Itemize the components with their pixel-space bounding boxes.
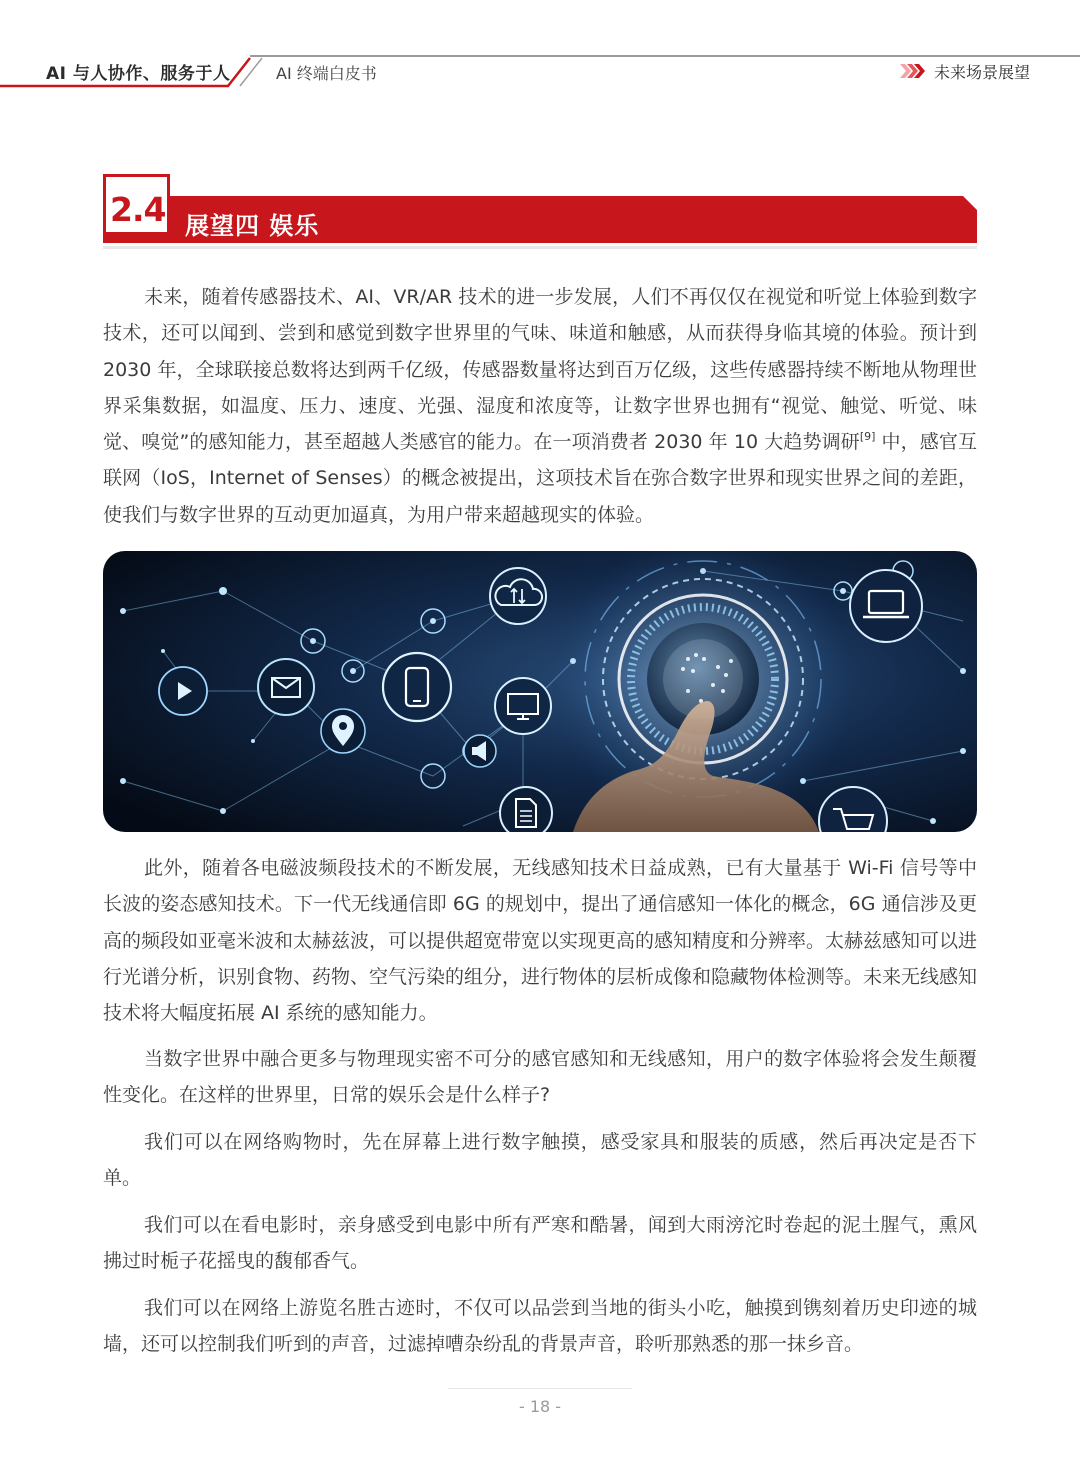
smartphone-icon	[383, 653, 451, 721]
paragraph-wireless-sensing: 此外，随着各电磁波频段技术的不断发展，无线感知技术日益成熟，已有大量基于 Wi-Fi 信号等中长波的姿态感知技术。下一代无线通信即 6G 的规划中，提出了通信感知一体化的概念，6G 通信涉及更高的频段如亚毫米波和太赫兹波，可以提供超宽带宽以实现更高的感知精度和分辨率。太赫兹感知可以进行光谱分析，识别食物、药物、空气污染的组分，进行物体的层析成像和隐藏物体检测等。未来无线感知技术将大幅度拓展 AI 系统的感知能力。	[103, 857, 978, 1025]
section-title: 展望四 娱乐	[185, 212, 320, 240]
paragraph-intro-text-b: 中，感官互联网（IoS，Internet of Senses）的概念被提出，这项技术旨在弥合数字世界和现实世界之间的差距，使我们与数字世界的互动更加逼真，为用户带来超越现实的体验。	[103, 431, 977, 526]
paragraph-disruption: 当数字世界中融合更多与物理现实密不可分的感官感知和无线感知，用户的数字体验将会发生颠覆性变化。在这样的世界里，日常的娱乐会是什么样子?	[103, 1048, 977, 1107]
paragraph-movies: 我们可以在看电影时，亲身感受到电影中所有严寒和酷暑，闻到大雨滂沱时卷起的泥土腥气，熏风拂过时栀子花摇曳的馥郁香气。	[103, 1214, 977, 1273]
running-header	[0, 0, 1080, 100]
play-icon	[159, 667, 207, 715]
cloud-sync-icon	[490, 568, 546, 624]
citation-ref: [9]	[859, 430, 876, 444]
page-number: - 18 -	[518, 1397, 562, 1416]
header-doc-title: AI 终端白皮书	[276, 64, 377, 83]
laptop-icon	[850, 570, 922, 642]
monitor-icon	[495, 678, 551, 734]
header-rule-graphic	[0, 0, 1080, 100]
section-number: 2.4	[110, 190, 166, 229]
header-chapter: 未来场景展望	[934, 63, 1031, 82]
hero-image	[103, 551, 977, 832]
megaphone-icon	[464, 735, 496, 767]
section-banner	[103, 174, 977, 252]
tech-network-illustration	[103, 551, 977, 832]
paragraph-travel: 我们可以在网络上游览名胜古迹时，不仅可以品尝到当地的街头小吃，触摸到镌刻着历史印迹的城墙，还可以控制我们听到的声音，过滤掉嘈杂纷乱的背景声音，聆听那熟悉的那一抹乡音。	[103, 1297, 977, 1356]
footer-divider	[448, 1388, 632, 1389]
paragraph-intro-text-a: 未来，随着传感器技术、AI、VR/AR 技术的进一步发展，人们不再仅仅在视觉和听觉上体验到数字技术，还可以闻到、尝到和感觉到数字世界里的气味、味道和触感，从而获得身临其境的体验。预计到 2030 年，全球联接总数将达到两千亿级，传感器数量将达到百万亿级，这些传感器持续不断地从物理世界采集数据，如温度、压力、速度、光强、湿度和浓度等，让数字世界也拥有“视觉、触觉、听觉、味觉、嗅觉”的感知能力，甚至超越人类感官的能力。在一项消费者 2030 年 10 大趋势调研	[103, 286, 977, 454]
header-left-title: AI 与人协作、服务于人	[46, 64, 231, 84]
chevrons-icon	[900, 64, 930, 78]
location-pin-icon	[321, 709, 365, 753]
paragraph-shopping: 我们可以在网络购物时，先在屏幕上进行数字触摸，感受家具和服装的质感，然后再决定是否下单。	[103, 1131, 977, 1190]
mail-icon	[258, 659, 314, 715]
paragraph-intro	[103, 279, 977, 533]
document-icon	[500, 787, 552, 832]
